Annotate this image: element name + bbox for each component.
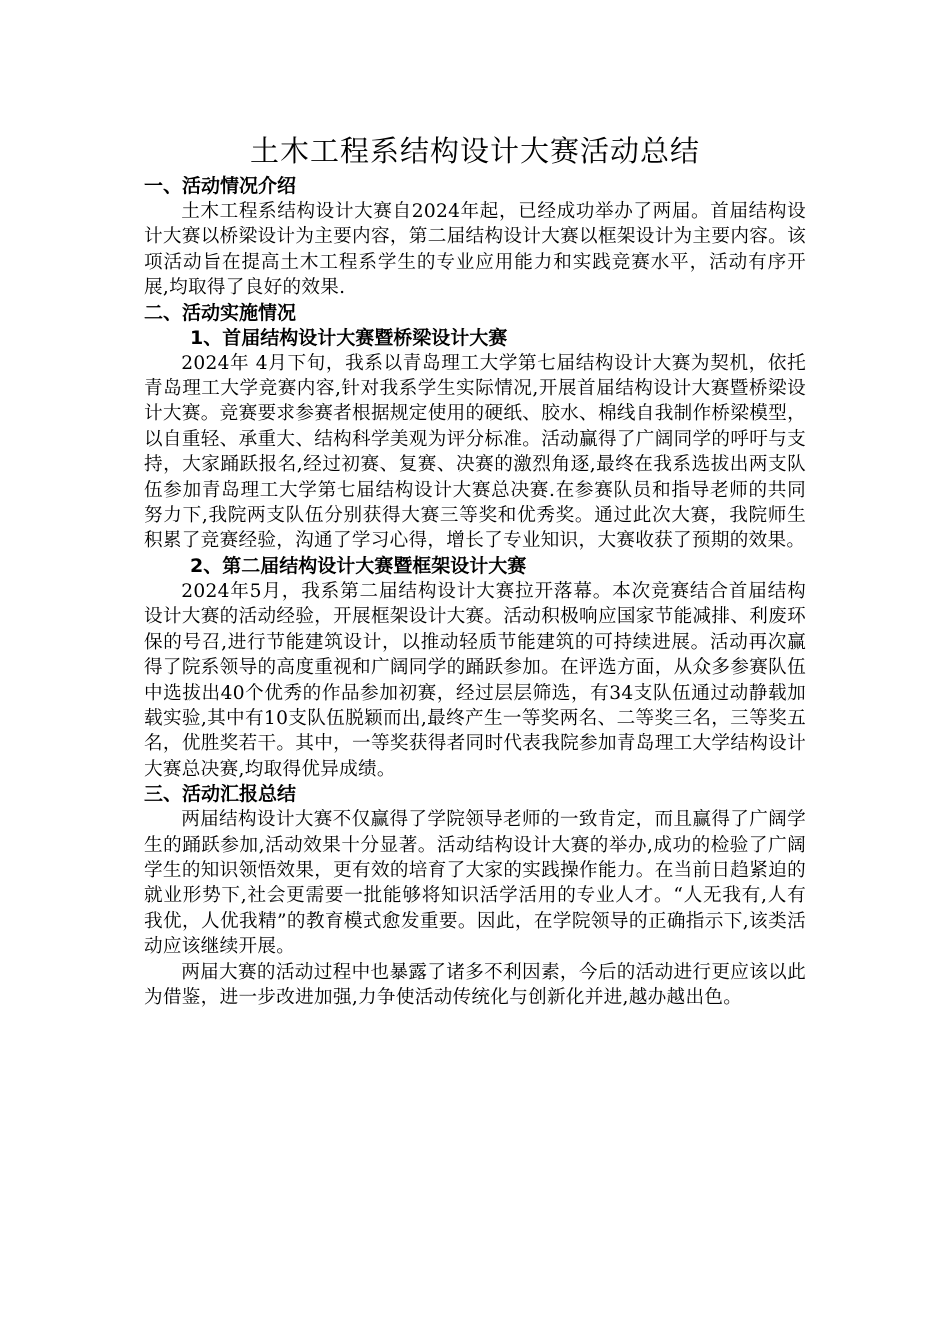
section-heading-implementation: 二、活动实施情况 bbox=[144, 301, 297, 324]
paragraph-intro: 土木工程系结构设计大赛自2024年起，已经成功举办了两届。首届结构设计大赛以桥梁设计为主要内容，第二届结构设计大赛以框架设计为主要内容。该项活动旨在提高土木工程系学生的专业应用能力和实践竞赛水平，活动有序开展,均取得了良好的效果. bbox=[144, 201, 806, 299]
subheading-second-contest: 2、第二届结构设计大赛暨框架设计大赛 bbox=[190, 554, 527, 577]
section-heading-intro: 一、活动情况介绍 bbox=[144, 175, 297, 197]
paragraph-second-contest: 2024年5月，我系第二届结构设计大赛拉开落幕。本次竞赛结合首届结构设计大赛的活动经验，开展框架设计大赛。活动积极响应国家节能减排、利废环保的号召,进行节能建筑设计，以推动轻质节能建筑的可持续进展。活动再次赢得了院系领导的高度重视和广阔同学的踊跃参加。在评选方面，从众多参赛队伍中选拔出40个优秀的作品参加初赛，经过层层筛选，有34支队伍通过动静载加载实验,其中有10支队伍脱颖而出,最终产生一等奖两名、二等奖三名，三等奖五名，优胜奖若干。其中，一等奖获得者同时代表我院参加青岛理工大学结构设计大赛总决赛,均取得优异成绩。 bbox=[144, 580, 806, 780]
document-page bbox=[144, 128, 806, 1010]
document-title: 土木工程系结构设计大赛活动总结 bbox=[249, 134, 700, 168]
paragraph-summary: 两届结构设计大赛不仅赢得了学院领导老师的一致肯定，而且赢得了广阔学生的踊跃参加,活动效果十分显著。活动结构设计大赛的举办,成功的检验了广阔学生的知识领悟效果，更有效的培育了大家的实践操作能力。在当前日趋紧迫的就业形势下,社会更需要一批能够将知识活学活用的专业人才。“人无我有,人有我优，人优我精”的教育模式愈发重要。因此，在学院领导的正确指示下,该类活动应该继续开展。 bbox=[144, 809, 806, 958]
subheading-first-contest: 1、首届结构设计大赛暨桥梁设计大赛 bbox=[190, 326, 508, 349]
paragraph-first-contest: 2024年 4月下旬，我系以青岛理工大学第七届结构设计大赛为契机，依托青岛理工大学竞赛内容,针对我系学生实际情况,开展首届结构设计大赛暨桥梁设计大赛。竞赛要求参赛者根据规定使用的硬纸、胶水、棉线自我制作桥梁模型，以自重轻、承重大、结构科学美观为评分标准。活动赢得了广阔同学的呼吁与支持，大家踊跃报名,经过初赛、复赛、决赛的激烈角逐,最终在我系选拔出两支队伍参加青岛理工大学第七届结构设计大赛总决赛.在参赛队员和指导老师的共同努力下,我院两支队伍分别获得大赛三等奖和优秀奖。通过此次大赛，我院师生积累了竞赛经验，沟通了学习心得，增长了专业知识，大赛收获了预期的效果。 bbox=[144, 352, 806, 552]
paragraph-outlook: 两届大赛的活动过程中也暴露了诸多不利因素，今后的活动进行更应该以此为借鉴，进一步改进加强,力争使活动传统化与创新化并进,越办越出色。 bbox=[144, 961, 806, 1008]
section-heading-summary: 三、活动汇报总结 bbox=[144, 783, 297, 806]
